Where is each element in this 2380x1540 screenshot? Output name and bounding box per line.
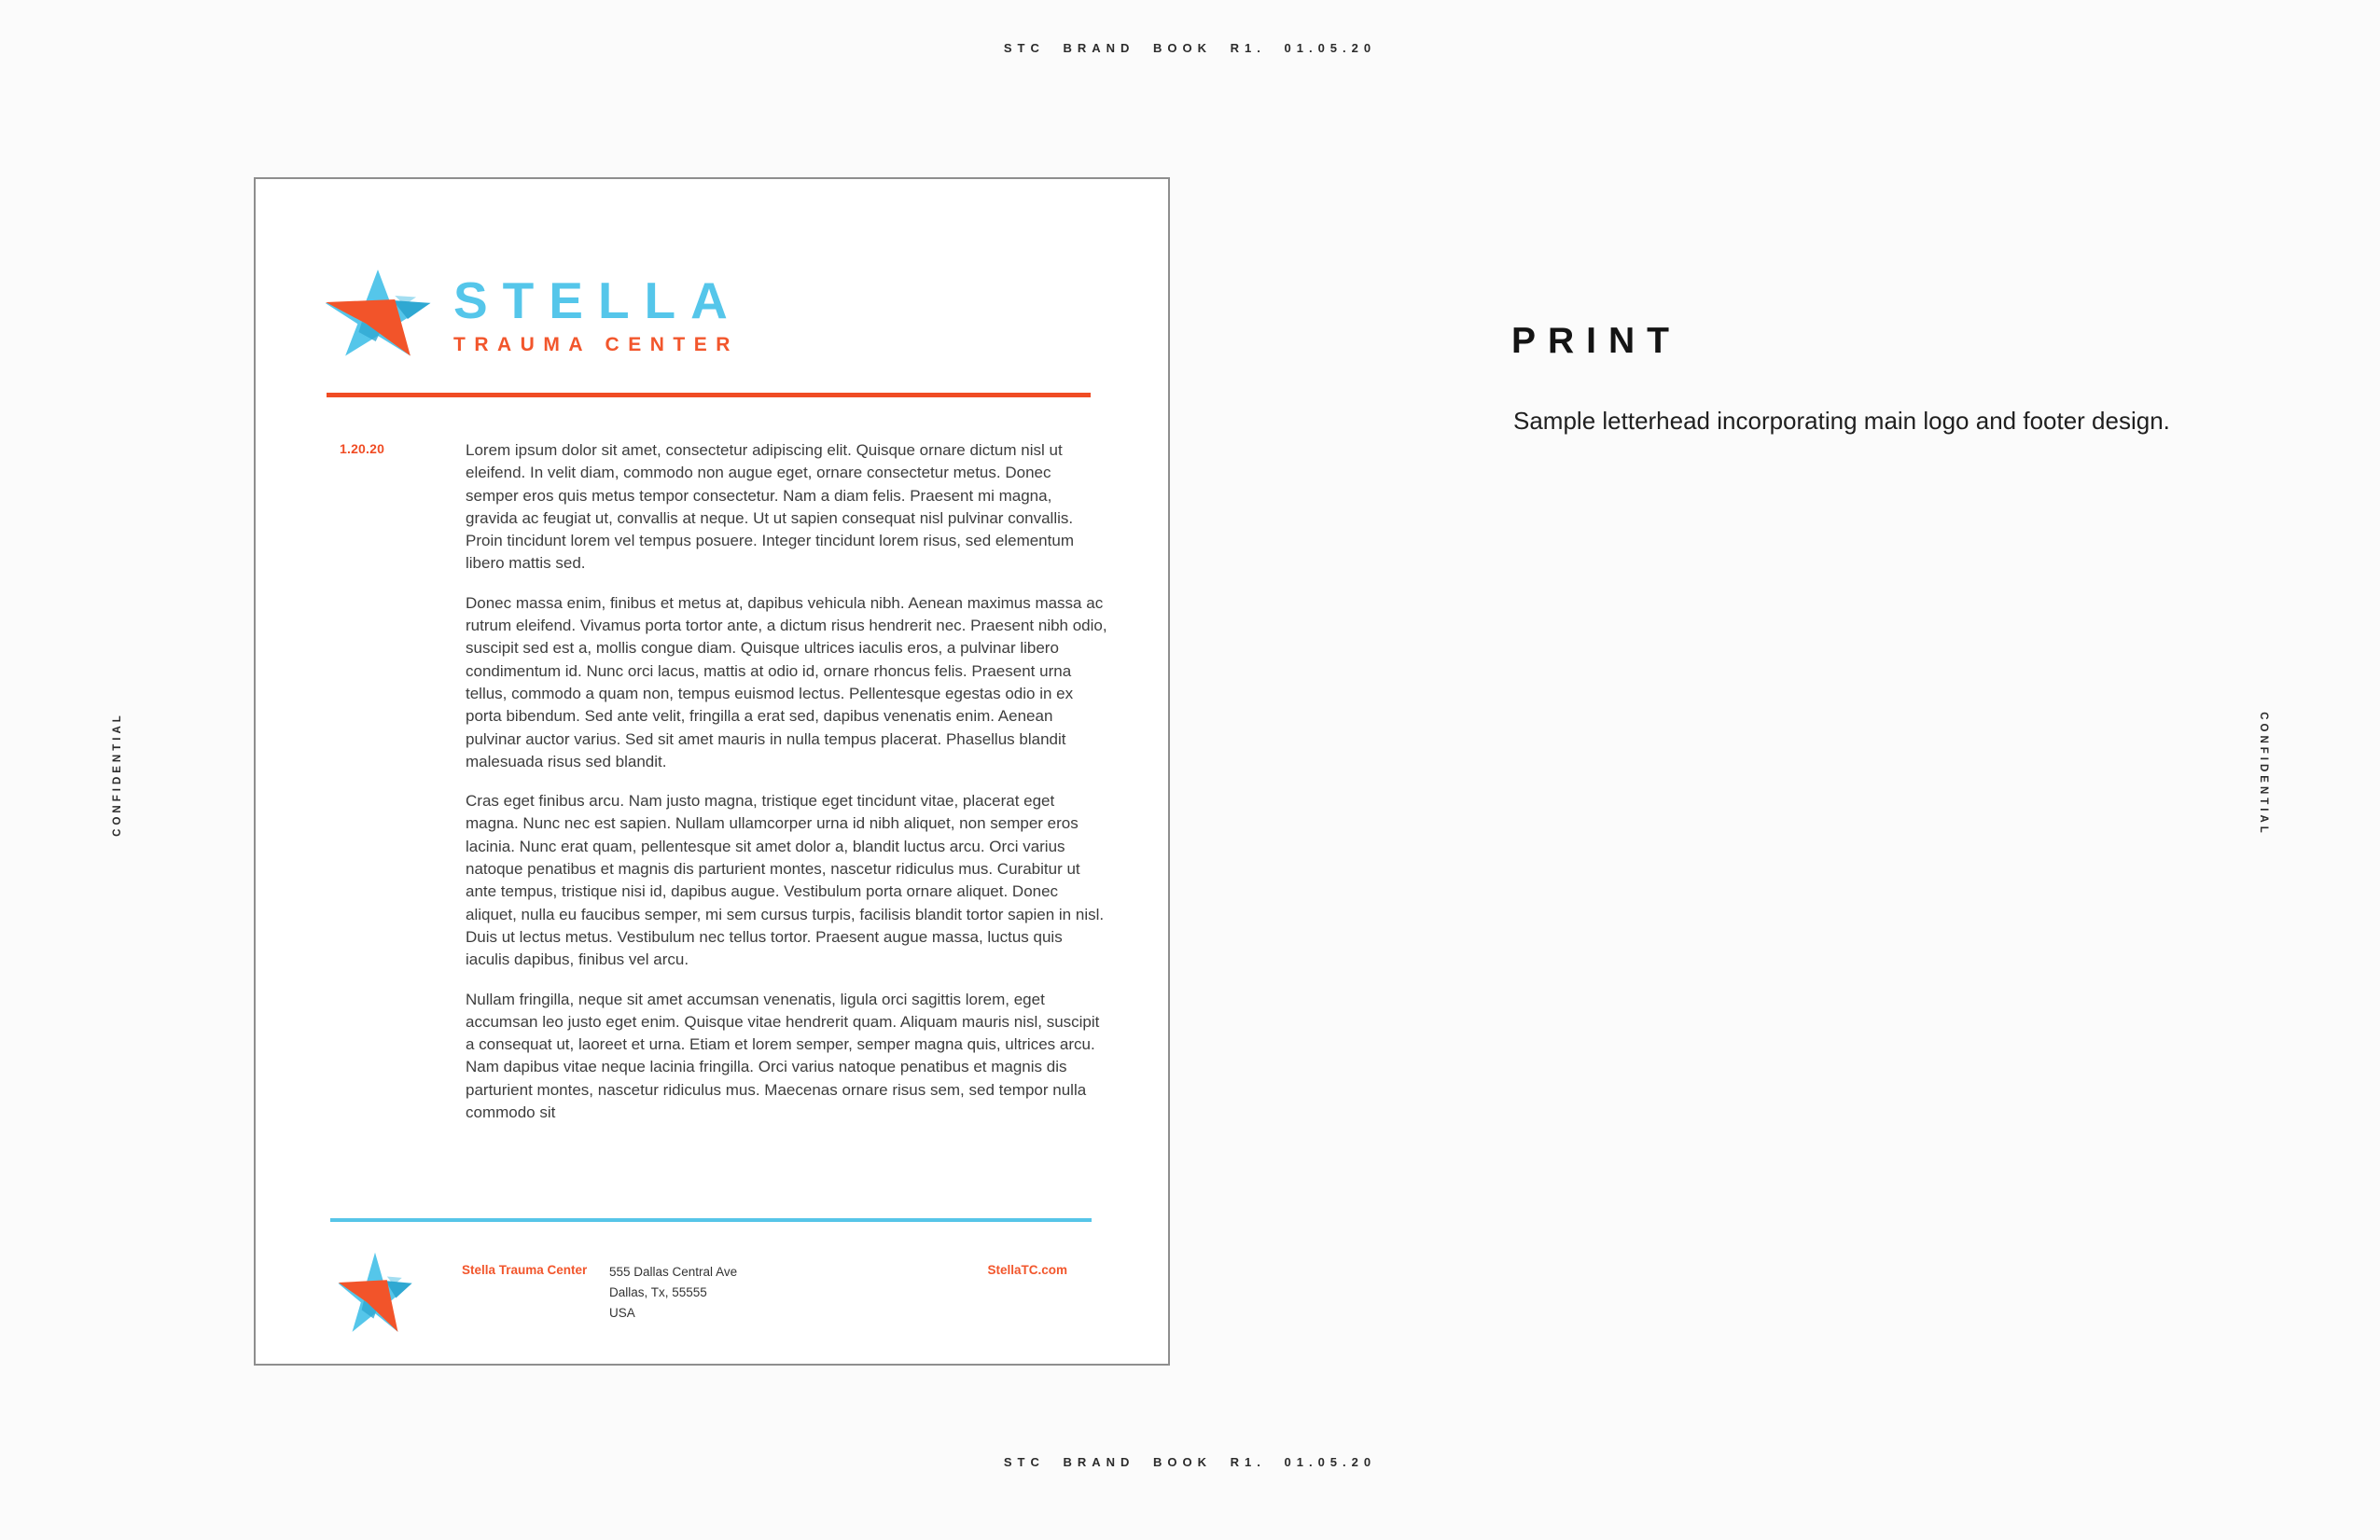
brand-book-footer-label: STC BRAND BOOK R1. 01.05.20 bbox=[1003, 1455, 1377, 1469]
footer-address-line: USA bbox=[609, 1306, 635, 1320]
footer-address-line: Dallas, Tx, 55555 bbox=[609, 1285, 707, 1299]
footer-address bbox=[609, 1262, 737, 1324]
stella-star-footer-icon bbox=[338, 1250, 412, 1336]
logo-tagline: TRAUMA CENTER bbox=[453, 334, 739, 355]
logo-name: STELLA bbox=[453, 271, 743, 329]
confidential-label-right: CONFIDENTIAL bbox=[2258, 712, 2269, 837]
letter-body bbox=[466, 439, 1107, 1141]
orange-divider-rule bbox=[327, 393, 1091, 397]
brand-book-header-label: STC BRAND BOOK R1. 01.05.20 bbox=[1003, 41, 1377, 55]
logo-wordmark bbox=[453, 273, 743, 357]
confidential-label-left: CONFIDENTIAL bbox=[112, 712, 123, 837]
footer-website: StellaTC.com bbox=[987, 1263, 1067, 1277]
letter-paragraph: Cras eget finibus arcu. Nam justo magna, tristique eget tincidunt vitae, placerat eget magna. Nunc nec est sapien. Nullam ullamcorper urna id nibh aliquet, non semper eros lacinia. Nunc erat quam, pellentesque sit amet dolor a, blandit luctus arcu. Orci varius natoque penatibus et magnis dis parturient montes, nascetur ridiculus mus. Curabitur ut ante tempus, tristique nisi id, dapibus augue. Vestibulum porta ornare aliquet. Donec aliquet, nulla eu faucibus semper, mi sem cursus turpis, facilisis blandit tortor sapien in nisl. Duis ut lectus metus. Vestibulum nec tellus tortor. Praesent augue massa, luctus quis iaculis dapibus, finibus vel arcu. bbox=[466, 792, 1105, 969]
footer-address-line: 555 Dallas Central Ave bbox=[609, 1265, 738, 1279]
footer-brand-name: Stella Trauma Center bbox=[462, 1263, 588, 1277]
letter-paragraph: Donec massa enim, finibus et metus at, dapibus vehicula nibh. Aenean maximus massa ac rutrum eleifend. Vivamus porta tortor ante, a dictum risus hendrerit nec. Praesent nibh odio, suscipit sed est a, mollis congue diam. Quisque ultrices iaculis eros, a pulvinar libero condimentum id. Nunc orci lacus, mattis at odio id, ornare rhoncus felis. Praesent urna tellus, commodo a quam non, tempus euismod lectus. Pellentesque egestas odio in ex porta bibendum. Sed ante velit, fringilla a erat sed, dapibus venenatis enim. Aenean pulvinar auctor varius. Sed sit amet mauris in nulla tempus placerat. Phasellus blandit malesuada risus sed blandit. bbox=[466, 593, 1107, 770]
section-description: Sample letterhead incorporating main logo and footer design. bbox=[1513, 407, 2170, 435]
stella-star-logo-icon bbox=[325, 267, 431, 360]
letter-date: 1.20.20 bbox=[340, 441, 385, 456]
blue-footer-rule bbox=[330, 1218, 1092, 1222]
section-title-print: PRINT bbox=[1511, 321, 1681, 361]
letterhead-page bbox=[254, 177, 1170, 1366]
letter-paragraph: Lorem ipsum dolor sit amet, consectetur adipiscing elit. Quisque ornare dictum nisl ut eleifend. In velit diam, commodo non augue eget, ornare consectetur metus. Donec semper eros quis metus tempor consectetur. Nam a diam felis. Praesent mi magna, gravida ac feugiat ut, convallis at neque. Ut ut sapien consequat nisl pulvinar convallis. Proin tincidunt lorem vel tempus posuere. Integer tincidunt lorem risus, sed elementum libero mattis sed. bbox=[466, 441, 1074, 573]
letter-paragraph: Nullam fringilla, neque sit amet accumsan venenatis, ligula orci sagittis lorem, eget accumsan leo justo eget enim. Quisque vitae hendrerit quam. Aliquam mauris nisl, suscipit a consequat ut, laoreet et urna. Etiam et lorem semper, semper magna quis, ultrices arcu. Nam dapibus vitae neque lacinia fringilla. Orci varius natoque penatibus et magnis dis parturient montes, nascetur ridiculus mus. Maecenas ornare risus sem, sed tempor nulla commodo sit bbox=[466, 990, 1100, 1122]
